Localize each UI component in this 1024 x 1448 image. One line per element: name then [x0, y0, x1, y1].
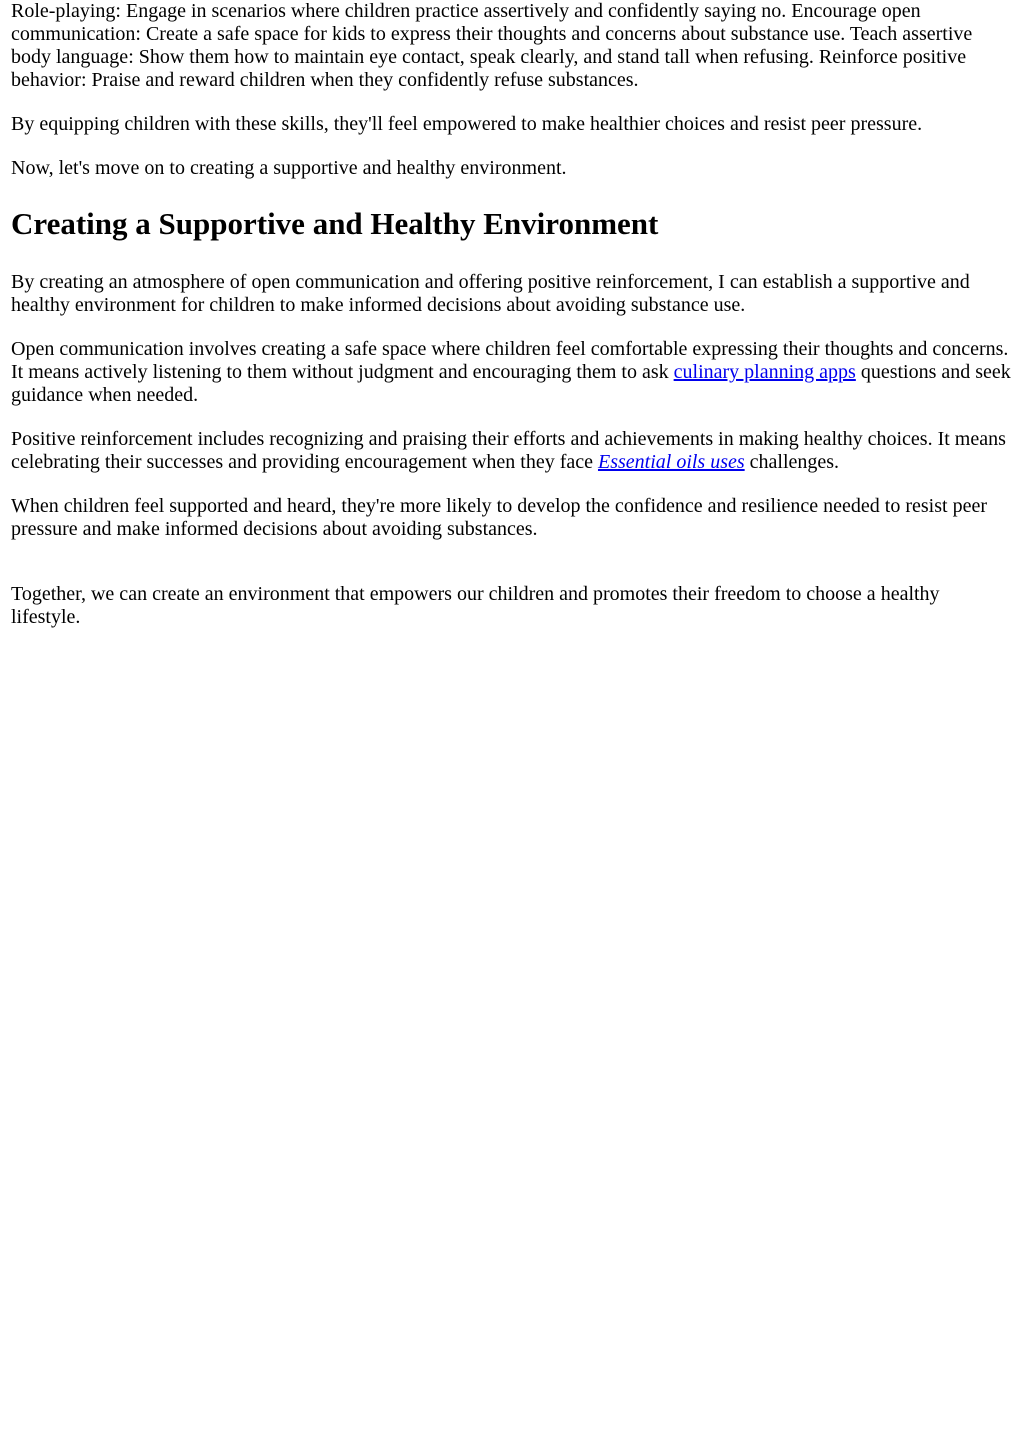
positive-reinforcement-text-after: challenges. [744, 451, 840, 473]
section-paragraph-together: Together, we can create an environment that empowers our children and promotes their freedom to choose a healthy lifestyle. [11, 583, 940, 628]
section-paragraph-supported: When children feel supported and heard, they're more likely to develop the confidence and resilience needed to resist peer pressure and make informed decisions about avoiding substances. [11, 495, 987, 540]
section-heading: Creating a Supportive and Healthy Environment [11, 206, 659, 241]
open-communication-text-after: questions and seek guidance when needed. [11, 361, 1011, 406]
section-paragraph-atmosphere: By creating an atmosphere of open communication and offering positive reinforcement, I can establish a supportive and healthy environment for children to make informed decisions about avoiding substance use. [11, 271, 970, 316]
intro-paragraph-skills: Role-playing: Engage in scenarios where children practice assertively and confidently saying no. Encourage open communication: Create a safe space for kids to express their thoughts and concerns about substance use. Teach assertive body language: Show them how to maintain eye contact, speak clearly, and stand tall when refusing. Reinforce positive behavior: Praise and reward children when they confidently refuse substances. [11, 0, 973, 91]
intro-paragraph-empowered: By equipping children with these skills, they'll feel empowered to make healthier choices and resist peer pressure. [11, 113, 923, 135]
section-paragraph-positive-reinforcement [11, 428, 1013, 474]
positive-reinforcement-text-before: Positive reinforcement includes recognizing and praising their efforts and achievements in making healthy choices. It means celebrating their successes and providing encouragement when they face [11, 428, 1006, 473]
intro-paragraph-transition: Now, let's move on to creating a supportive and healthy environment. [11, 157, 567, 179]
essential-oils-uses-link[interactable]: Essential oils uses [597, 451, 745, 473]
culinary-planning-apps-link[interactable]: culinary planning apps [673, 361, 856, 383]
paragraph-spacer [11, 562, 1013, 583]
open-communication-text-before: Open communication involves creating a safe space where children feel comfortable expressing their thoughts and concerns. It means actively listening to them without judgment and encouraging them to ask [11, 338, 1009, 383]
section-paragraph-open-communication [11, 338, 1013, 407]
